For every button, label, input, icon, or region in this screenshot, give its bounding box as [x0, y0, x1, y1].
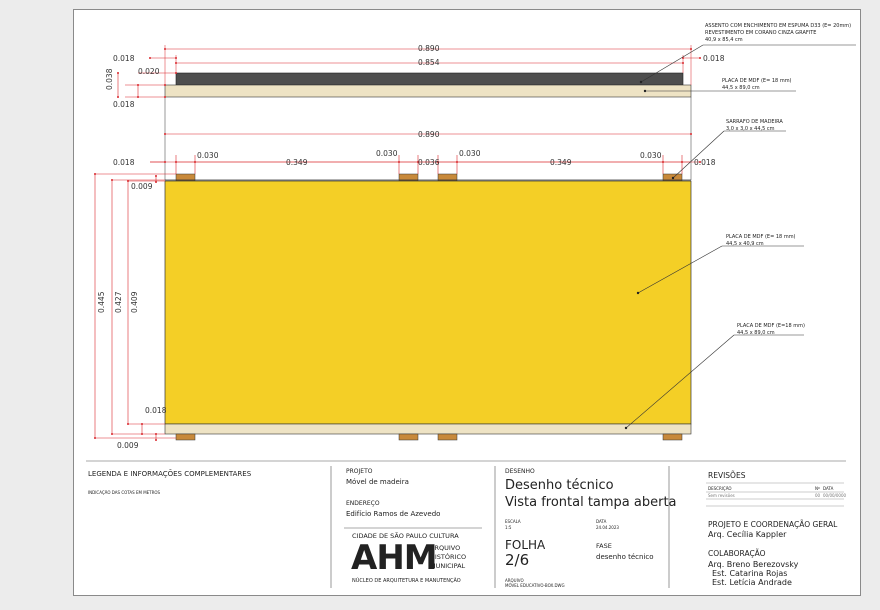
- note-text: PLACA DE MDF (E= 18 mm): [722, 78, 792, 84]
- colab-label: COLABORAÇÃO: [708, 549, 766, 558]
- note-text: REVESTIMENTO EM CORANO CINZA GRAFITE: [705, 30, 817, 36]
- rev-row-date: 00/00/0000: [823, 493, 847, 498]
- mdf-front-panel: [165, 181, 691, 424]
- logo-sub-3: MUNICIPAL: [430, 562, 466, 570]
- mdf-top-board: [165, 85, 691, 97]
- endereco-label: ENDEREÇO: [346, 500, 380, 507]
- logo-subtitle: [430, 544, 466, 571]
- revisoes-label: REVISÕES: [708, 471, 746, 480]
- nucleo-label: NÚCLEO DE ARQUITETURA E MANUTENÇÃO: [352, 578, 461, 584]
- sarrafo-foot: [438, 434, 457, 440]
- dim-label: 0.018: [703, 54, 725, 63]
- legend-note: INDICAÇÃO DAS COTAS EM METROS: [88, 490, 161, 495]
- dim-label: 0.020: [138, 67, 160, 76]
- colab-1: Arq. Breno Berezovsky: [708, 560, 799, 569]
- colab-3: Est. Letícia Andrade: [712, 578, 792, 587]
- dim-label: 0.409: [130, 291, 139, 313]
- notes: [705, 23, 851, 336]
- note-text: 40,9 x 85,4 cm: [705, 37, 743, 43]
- logo-sub-2: HISTÓRICO: [430, 553, 467, 561]
- note-text: 3,0 x 3,0 x 44,5 cm: [726, 126, 775, 132]
- arquivo-value: MÓVEL EDUCATIVO-BOX.DWG: [505, 583, 565, 588]
- rev-col-desc: DESCRIÇÃO: [708, 486, 732, 491]
- note-text: PLACA DE MDF (E=18 mm): [737, 323, 805, 329]
- dim-label: 0.009: [117, 441, 139, 450]
- rev-col-no: Nº: [815, 486, 820, 491]
- data-label: DATA: [596, 519, 607, 524]
- dim-label: 0.349: [550, 158, 572, 167]
- fase-value: desenho técnico: [596, 553, 654, 561]
- endereco-value: Edifício Ramos de Azevedo: [346, 510, 441, 518]
- mdf-bottom-board: [165, 424, 691, 434]
- ahm-logo: AHM: [351, 538, 437, 578]
- note-text: 44,5 x 89,0 cm: [737, 330, 775, 336]
- rev-col-date: DATA: [823, 486, 834, 491]
- sarrafo-foot: [176, 434, 195, 440]
- note-text: PLACA DE MDF (E= 18 mm): [726, 234, 796, 240]
- note-text: SARRAFO DE MADEIRA: [726, 119, 783, 125]
- dim-label: 0.018: [694, 158, 716, 167]
- dim-label: 0.018: [113, 54, 135, 63]
- front-view: [165, 174, 691, 440]
- escala-value: 1:5: [505, 525, 512, 530]
- dim-label: 0.030: [197, 151, 219, 160]
- dim-label: 0.854: [418, 58, 440, 67]
- dim-label: 0.445: [97, 291, 106, 313]
- dim-label: 0.036: [418, 158, 440, 167]
- sarrafo-foot: [399, 434, 418, 440]
- logo-sub-1: ARQUIVO: [430, 544, 461, 552]
- projeto-value: Móvel de madeira: [346, 478, 409, 486]
- seat-cushion: [176, 73, 683, 85]
- dim-label: 0.030: [640, 151, 662, 160]
- dim-label: 0.349: [286, 158, 308, 167]
- escala-label: ESCALA: [505, 519, 521, 524]
- note-text: 44,5 x 89,0 cm: [722, 85, 760, 91]
- legend-title: LEGENDA E INFORMAÇÕES COMPLEMENTARES: [88, 470, 252, 478]
- desenho-label: DESENHO: [505, 468, 535, 475]
- dim-label: 0.030: [459, 149, 481, 158]
- rev-row-desc: Sem revisões: [708, 493, 735, 498]
- dim-label: 0.890: [418, 130, 440, 139]
- desenho-line-2: Vista frontal tampa aberta: [505, 495, 677, 510]
- note-text: ASSENTO COM ENCHIMENTO EM ESPUMA D33 (E= 20mm): [705, 23, 852, 29]
- dim-label: 0.018: [145, 406, 167, 415]
- dim-label: 0.018: [113, 100, 135, 109]
- dim-label: 0.038: [105, 68, 114, 90]
- dim-label: 0.009: [131, 182, 153, 191]
- dim-label: 0.890: [418, 44, 440, 53]
- folha-value: 2/6: [505, 551, 530, 569]
- sarrafo-foot: [663, 434, 682, 440]
- dim-label: 0.030: [376, 149, 398, 158]
- desenho-line-1: Desenho técnico: [505, 478, 614, 493]
- coord-value: Arq. Cecília Kappler: [708, 530, 787, 539]
- note-text: 44,5 x 40,9 cm: [726, 241, 764, 247]
- data-value: 24.04.2023: [596, 525, 619, 530]
- rev-row-no: 00: [815, 493, 821, 498]
- fase-label: FASE: [596, 542, 612, 550]
- projeto-label: PROJETO: [346, 468, 373, 475]
- org-line: CIDADE DE SÃO PAULO CULTURA: [352, 532, 459, 540]
- dim-label: 0.018: [113, 158, 135, 167]
- arquivo-label: ARQUIVO: [505, 578, 524, 583]
- folha-label: FOLHA: [505, 538, 546, 552]
- colab-2: Est. Catarina Rojas: [712, 569, 788, 578]
- dim-label: 0.427: [114, 291, 123, 313]
- coord-label: PROJETO E COORDENAÇÃO GERAL: [708, 520, 838, 529]
